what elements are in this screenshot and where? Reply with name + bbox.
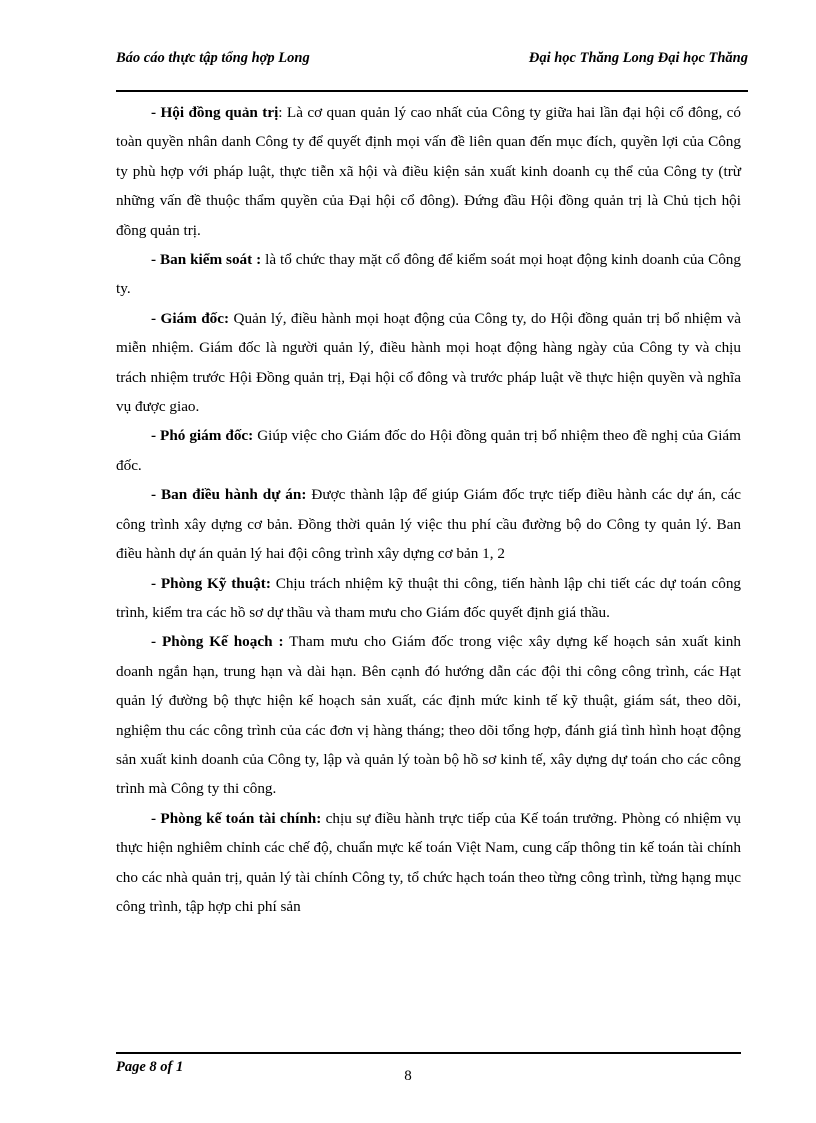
header-divider	[116, 90, 748, 92]
paragraph-supervisory-board	[116, 245, 741, 304]
footer-page-label: Page 8 of 1	[116, 1059, 184, 1075]
paragraph-finance-dept	[116, 804, 741, 922]
paragraph-text: Chịu trách nhiệm kỹ thuật thi công, tiến hành lập chi tiết các dự toán công trình, kiểm tra các hồ sơ dự thầu và tham mưu cho Giám đốc quyết định giá thầu.	[116, 574, 742, 621]
paragraph-technical-dept	[116, 569, 741, 628]
paragraph-project-board	[116, 480, 741, 568]
page-header	[116, 50, 748, 90]
paragraph-term: - Hội đồng quản trị	[151, 104, 279, 121]
paragraph-term: - Giám đốc:	[151, 309, 230, 327]
paragraph-text: chịu sự điều hành trực tiếp của Kế toán trưởng. Phòng có nhiệm vụ thực hiện nghiêm chỉnh các chế độ, chuẩn mực kế toán Việt Nam, cung cấp thông tin kế toán tài chính cho các nhà quản trị, quản lý tài chính Công ty, tổ chức hạch toán theo từng công trình, từng hạng mục công trình, tập hợp chi phí sản	[116, 809, 741, 915]
paragraph-text: Được thành lập để giúp Giám đốc trực tiếp điều hành các dự án, các công trình xây dựng cơ bản. Đồng thời quản lý việc thu phí cầu đường bộ do Công ty quản lý. Ban điều hành dự án quản lý hai đội công trình xây dựng cơ bản 1, 2	[116, 486, 741, 563]
body-text	[116, 98, 741, 921]
paragraph-text: Giúp việc cho Giám đốc do Hội đồng quản trị bổ nhiệm theo đề nghị của Giám đốc.	[116, 427, 741, 474]
paragraph-term: - Phòng Kế hoạch :	[151, 633, 284, 651]
paragraph-term: - Ban kiểm soát :	[151, 251, 262, 269]
paragraph-board-of-directors	[116, 98, 741, 245]
paragraph-text: Tham mưu cho Giám đốc trong việc xây dựng kế hoạch sản xuất kinh doanh ngắn hạn, trung hạn và dài hạn. Bên cạnh đó hướng dẫn các đội thi công công trình, các Hạt quản lý đường bộ thực hiện kế hoạch sản xuất, các định mức kinh tế kỹ thuật, giám sát, theo dõi, nghiệm thu các công trình của các đơn vị hàng tháng; theo dõi tổng hợp, đánh giá tình hình hoạt động sản xuất kinh doanh của Công ty, lập và quản lý toàn bộ hồ sơ kinh tế, xây dựng dự toán cho các công trình mà Công ty thi công.	[116, 633, 741, 798]
header-left-text: Báo cáo thực tập tổng hợp Long	[116, 50, 310, 66]
paragraph-term: - Phó giám đốc:	[151, 427, 254, 445]
paragraph-planning-dept	[116, 627, 741, 803]
paragraph-text: Quản lý, điều hành mọi hoạt động của Công ty, do Hội đồng quản trị bổ nhiệm và miễn nhiệm. Giám đốc là người quản lý, điều hành mọi hoạt động hàng ngày của Công ty và chịu trách nhiệm trước Hội Đồng quản trị, Đại hội cổ đông và trước pháp luật về thực hiện quyền và nghĩa vụ được giao.	[116, 309, 741, 416]
page-number: 8	[404, 1068, 412, 1084]
paragraph-term: - Phòng Kỹ thuật:	[151, 574, 271, 592]
paragraph-text: là tổ chức thay mặt cổ đông để kiểm soát mọi hoạt động kinh doanh của Công ty.	[116, 251, 741, 298]
header-right-text: Đại học Thăng Long Đại học Thăng	[528, 50, 748, 66]
paragraph-deputy-director	[116, 421, 741, 480]
paragraph-director	[116, 304, 741, 422]
paragraph-text: : Là cơ quan quản lý cao nhất của Công ty giữa hai lần đại hội cổ đông, có toàn quyền nhân danh Công ty để quyết định mọi vấn đề liên quan đến mục đích, quyền lợi của Công ty phù hợp với pháp luật, thực tiễn xã hội và điều kiện sản xuất kinh doanh cụ thể của Công ty (trừ những vấn đề thuộc thẩm quyền của Đại hội cổ đông). Đứng đầu Hội đồng quản trị là Chủ tịch hội đồng quản trị.	[116, 104, 741, 239]
paragraph-term: - Ban điều hành dự án:	[151, 486, 307, 504]
footer-divider	[116, 1052, 741, 1054]
paragraph-term: - Phòng kế toán tài chính:	[151, 809, 322, 827]
